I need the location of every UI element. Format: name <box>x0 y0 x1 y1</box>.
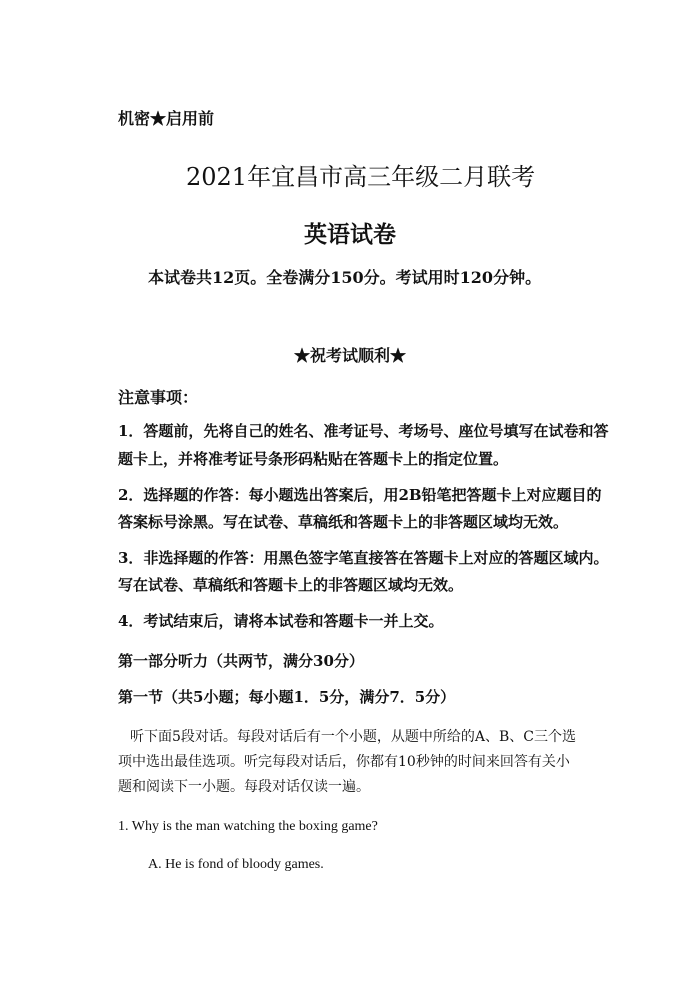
notice-3-line-2: 写在试卷、草稿纸和答题卡上的非答题区域均无效。 <box>118 576 464 594</box>
notice-4-line-1: 4．考试结束后，请将本试卷和答题卡一并上交。 <box>118 612 444 630</box>
classification-label: 机密★启用前 <box>118 109 215 128</box>
notice-1-line-2: 题卡上，并将准考证号条形码粘贴在答题卡上的指定位置。 <box>118 450 509 468</box>
part1-heading: 第一部分听力（共两节，满分30分） <box>118 652 364 670</box>
instructions-line-1: 听下面5段对话。每段对话后有一个小题，从题中所给的A、B、C三个选 <box>130 729 577 745</box>
notice-1-line-1: 1．答题前，先将自己的姓名、准考证号、考场号、座位号填写在试卷和答 <box>118 422 609 440</box>
section1-heading: 第一节（共5小题；每小题1．5分，满分7．5分） <box>118 688 456 706</box>
instructions-line-3: 题和阅读下一小题。每段对话仅读一遍。 <box>118 779 370 795</box>
subject-title: 英语试卷 <box>304 221 396 248</box>
exam-info: 本试卷共12页。全卷满分150分。考试用时120分钟。 <box>148 268 542 287</box>
exam-title: 2021年宜昌市高三年级二月联考 <box>186 163 536 191</box>
notice-2-line-2: 答案标号涂黑。写在试卷、草稿纸和答题卡上的非答题区域均无效。 <box>118 513 569 531</box>
question-1-stem: 1. Why is the man watching the boxing game? <box>118 819 378 834</box>
instructions-line-2: 项中选出最佳选项。听完每段对话后，你都有10秒钟的时间来回答有关小 <box>118 754 570 770</box>
notice-2-line-1: 2．选择题的作答：每小题选出答案后，用2B铅笔把答题卡上对应题目的 <box>118 486 602 504</box>
notice-heading: 注意事项： <box>118 388 199 407</box>
good-luck-line: ★祝考试顺利★ <box>294 346 407 365</box>
question-1-option-a: A. He is fond of bloody games. <box>148 857 324 872</box>
notice-3-line-1: 3．非选择题的作答：用黑色签字笔直接答在答题卡上对应的答题区域内。 <box>118 549 609 567</box>
